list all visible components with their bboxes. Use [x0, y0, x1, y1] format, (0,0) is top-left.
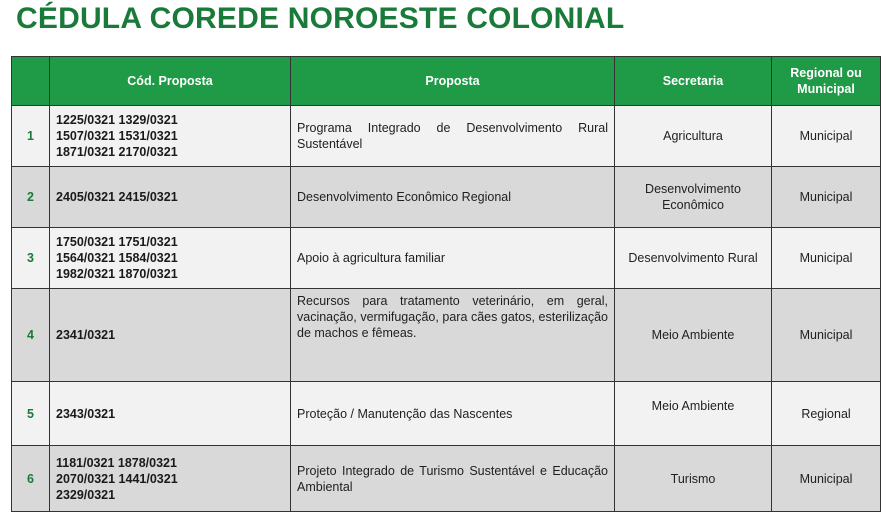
- code-line: 2070/0321 1441/0321: [56, 471, 178, 486]
- row-number: 5: [12, 382, 50, 446]
- row-codes: [50, 106, 291, 167]
- row-number: 1: [12, 106, 50, 167]
- row-proposta: Proteção / Manutenção das Nascentes: [291, 382, 615, 446]
- table-row: [12, 289, 881, 382]
- code-line: 2329/0321: [56, 487, 116, 502]
- proposals-table: [11, 56, 881, 512]
- row-number: 4: [12, 289, 50, 382]
- code-line: 1982/0321 1870/0321: [56, 267, 178, 281]
- code-line: 1871/0321 2170/0321: [56, 145, 178, 159]
- row-secretaria: Meio Ambiente: [615, 382, 772, 446]
- table-row: [12, 106, 881, 167]
- row-proposta: Recursos para tratamento veterinário, em geral, vacinação, vermifugação, para cães gatos, esterilização de machos e fêmeas.: [291, 289, 615, 382]
- code-line: 2341/0321: [56, 328, 116, 342]
- header-number: [12, 57, 50, 106]
- row-number: 2: [12, 167, 50, 228]
- row-regional: Municipal: [772, 106, 881, 167]
- header-secretaria: Secretaria: [615, 57, 772, 106]
- row-secretaria: Turismo: [615, 446, 772, 512]
- row-secretaria: Desenvolvimento Rural: [615, 228, 772, 289]
- code-line: 1507/0321 1531/0321: [56, 129, 178, 143]
- row-codes: [50, 228, 291, 289]
- header-codigo: Cód. Proposta: [50, 57, 291, 106]
- row-regional: Municipal: [772, 289, 881, 382]
- code-line: 1225/0321 1329/0321: [56, 113, 178, 127]
- code-line: 1564/0321 1584/0321: [56, 251, 178, 265]
- row-regional: Municipal: [772, 167, 881, 228]
- row-codes: [50, 289, 291, 382]
- page-title: CÉDULA COREDE NOROESTE COLONIAL: [16, 2, 625, 35]
- header-regional-label: Regional ou Municipal: [790, 66, 862, 96]
- row-proposta: Desenvolvimento Econômico Regional: [291, 167, 615, 228]
- table-row: [12, 228, 881, 289]
- table-header-row: [12, 57, 881, 106]
- row-proposta: Programa Integrado de Desenvolvimento Rural Sustentável: [291, 106, 615, 167]
- row-regional: Regional: [772, 382, 881, 446]
- header-proposta: Proposta: [291, 57, 615, 106]
- code-line: 2343/0321: [56, 406, 116, 421]
- table-row: [12, 446, 881, 512]
- code-line: 1750/0321 1751/0321: [56, 235, 178, 249]
- row-codes: [50, 167, 291, 228]
- code-line: 1181/0321 1878/0321: [56, 455, 177, 470]
- code-line: 2405/0321 2415/0321: [56, 190, 178, 204]
- row-secretaria: Agricultura: [615, 106, 772, 167]
- table-row: [12, 167, 881, 228]
- row-regional: Municipal: [772, 228, 881, 289]
- row-codes: [50, 382, 291, 446]
- row-proposta: Apoio à agricultura familiar: [291, 228, 615, 289]
- row-secretaria: Meio Ambiente: [615, 289, 772, 382]
- row-secretaria-label: Desenvolvimento Econômico: [645, 182, 741, 212]
- row-proposta: Projeto Integrado de Turismo Sustentável e Educação Ambiental: [291, 446, 615, 512]
- row-number: 3: [12, 228, 50, 289]
- row-secretaria: [615, 167, 772, 228]
- row-codes: [50, 446, 291, 512]
- table-row: [12, 382, 881, 446]
- row-regional: Municipal: [772, 446, 881, 512]
- row-number: 6: [12, 446, 50, 512]
- header-regional: [772, 57, 881, 106]
